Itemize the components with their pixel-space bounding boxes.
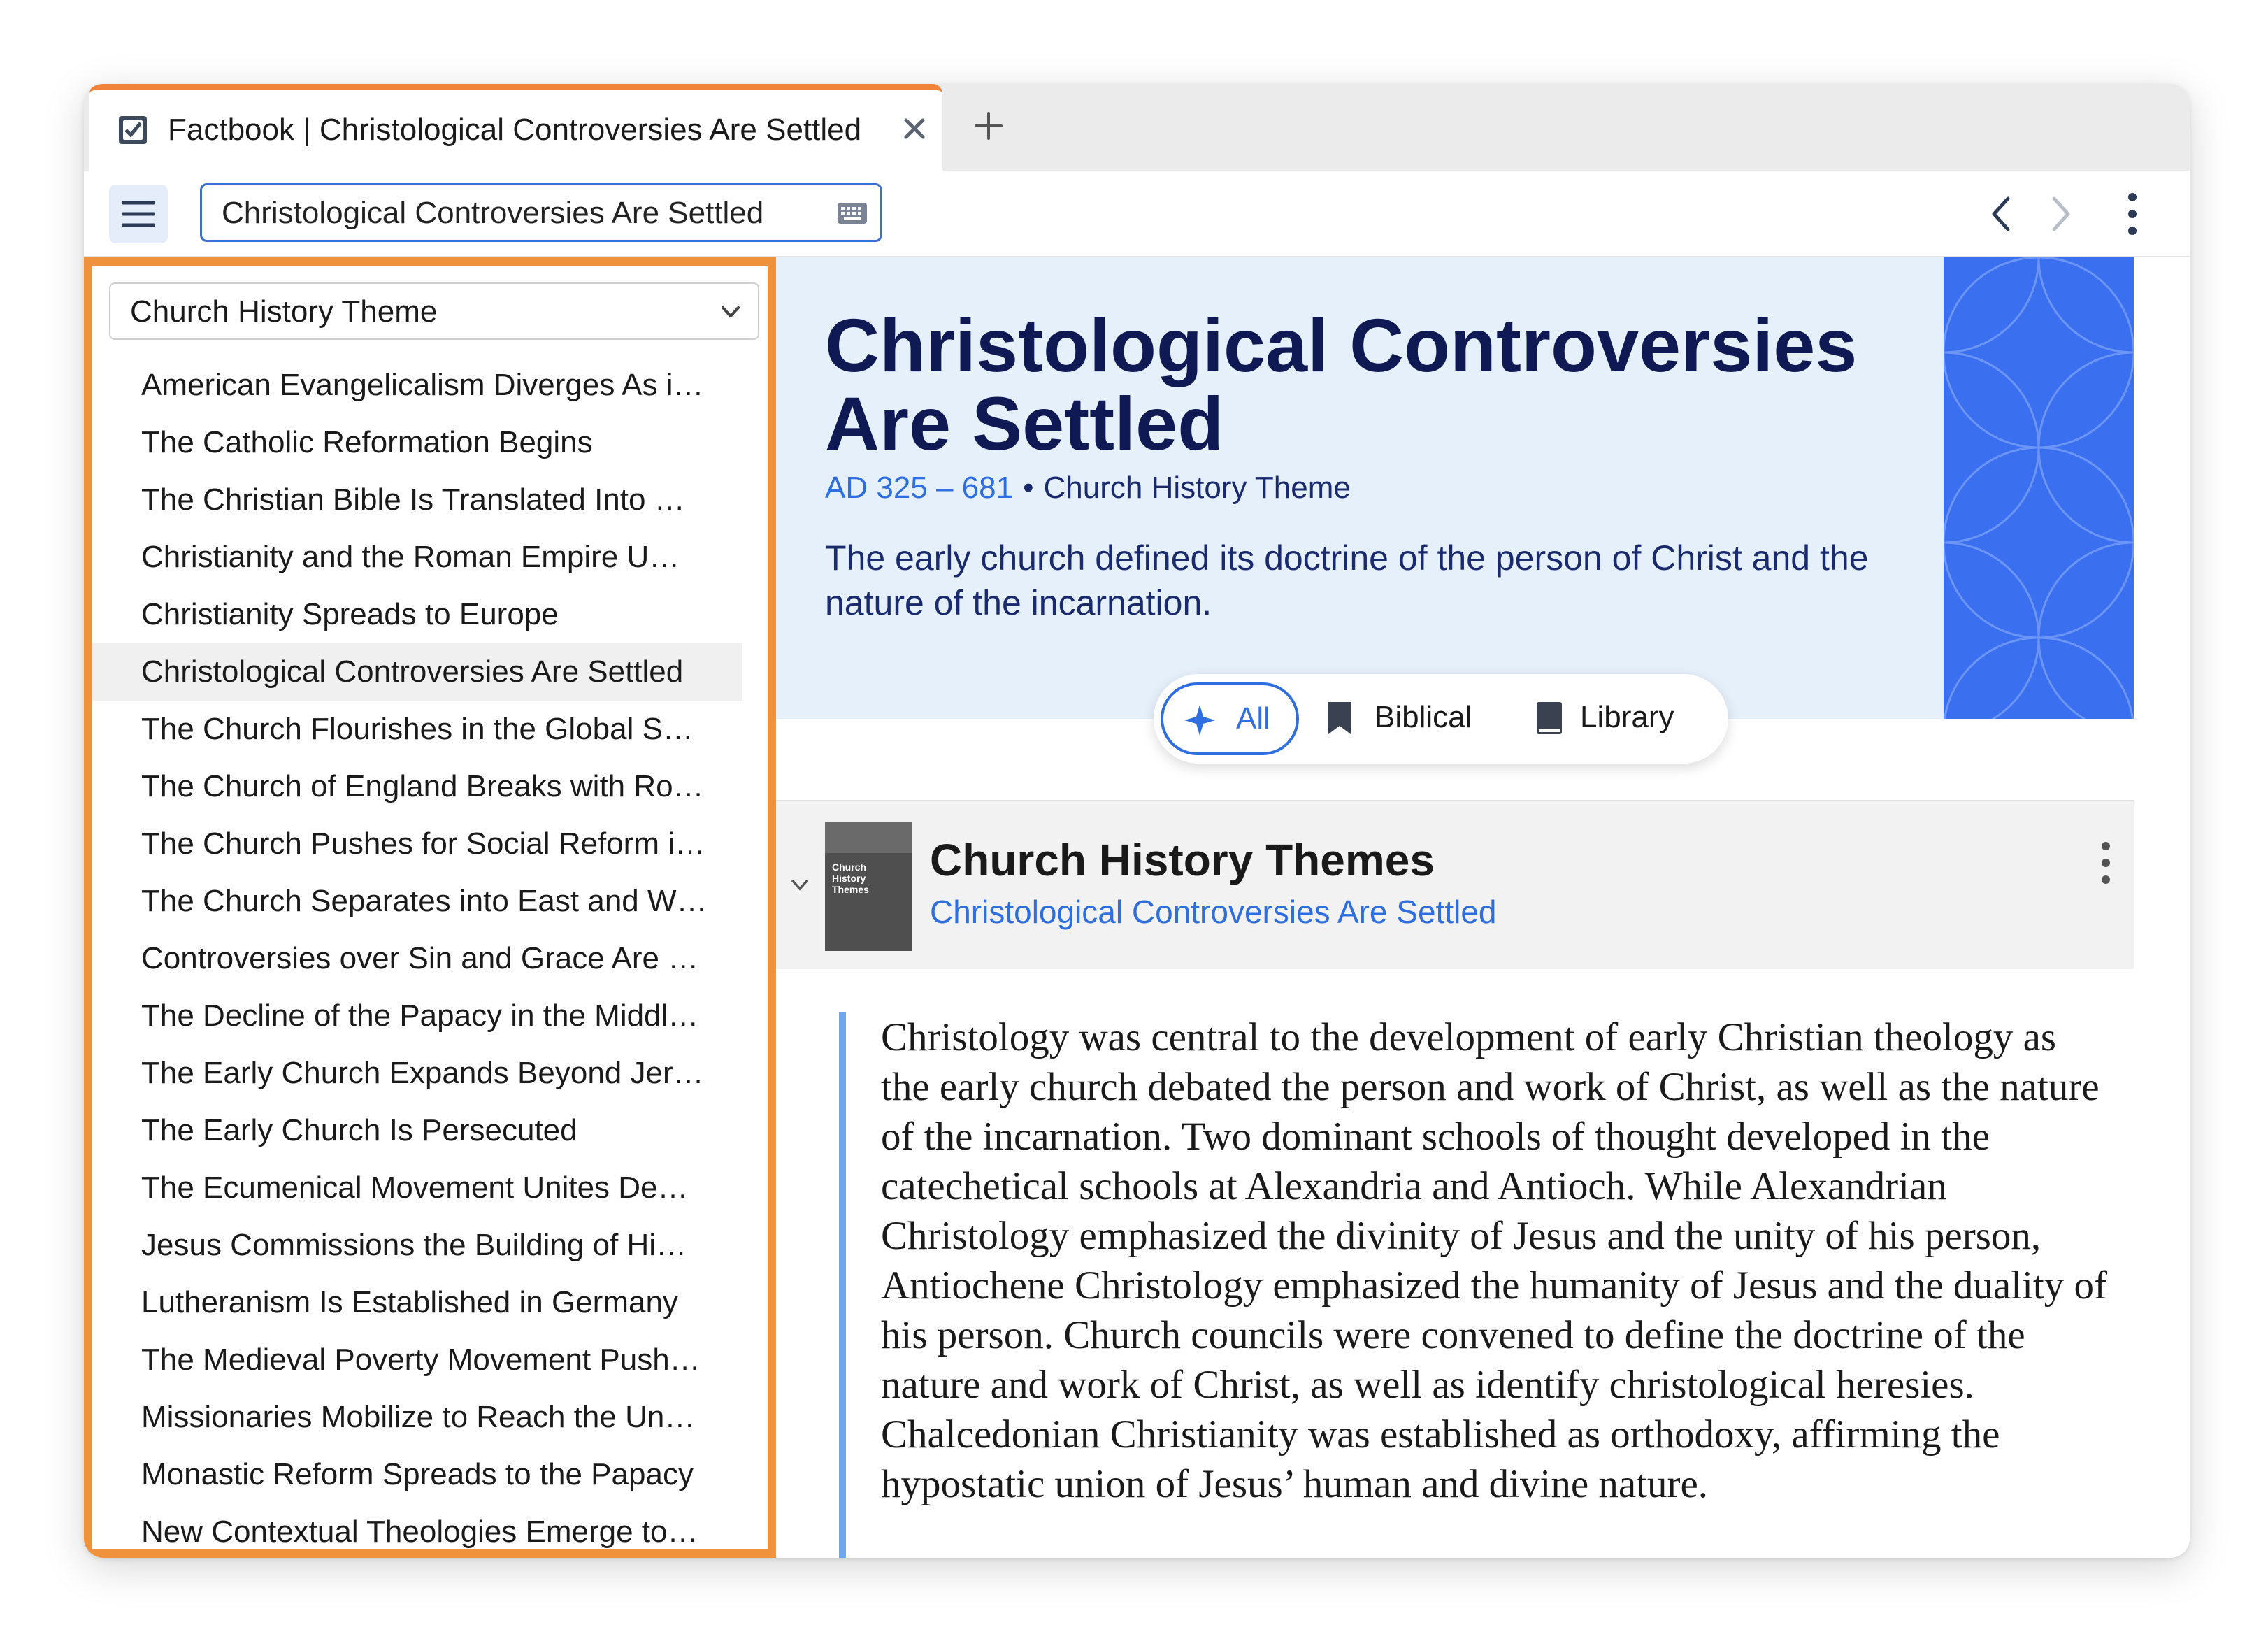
filter-biblical-button[interactable]: Biblical bbox=[1375, 700, 1472, 734]
list-item[interactable]: The Church Flourishes in the Global S… bbox=[141, 712, 694, 746]
filter-all-label: All bbox=[1236, 701, 1270, 736]
main-content bbox=[776, 257, 2190, 1558]
close-icon[interactable] bbox=[900, 115, 928, 143]
list-item[interactable]: The Medieval Poverty Movement Push… bbox=[141, 1343, 701, 1377]
list-item-selected[interactable]: Christological Controversies Are Settled bbox=[92, 643, 742, 701]
hamburger-icon bbox=[122, 199, 155, 229]
theme-select-value: Church History Theme bbox=[130, 294, 438, 329]
page-description: The early church defined its doctrine of the person of Christ and the nature of the incarnation. bbox=[825, 538, 1869, 622]
list-item[interactable]: American Evangelicalism Diverges As i… bbox=[141, 368, 704, 402]
separator: • bbox=[1023, 471, 1034, 505]
resource-header bbox=[776, 800, 2134, 969]
list-item[interactable]: Controversies over Sin and Grace Are … bbox=[141, 941, 699, 975]
back-icon[interactable] bbox=[1986, 194, 2016, 234]
book-cover[interactable] bbox=[825, 822, 912, 951]
filter-library-button[interactable]: Library bbox=[1580, 700, 1674, 734]
theme-link[interactable]: Church History Theme bbox=[1043, 471, 1351, 505]
book-icon bbox=[1535, 701, 1563, 736]
tab-strip bbox=[84, 84, 2190, 171]
article-text: Christology was central to the development of early Christian theology as the early church debated the person and work of Christ, as well as the nature of the incarnation. Two dominant schools of thought developed in the catechetical schools at Alexandria and Antioch. While Alexandrian Christology emphasized the divinity of Jesus and the unity of his person, Antiochene Christology emphasized the humanity of Jesus and the duality of his person. Church councils were convened to define the doctrine of the nature and work of Christ, as well as identify christological heresies. Chalcedonian Christianity was established as orthodoxy, affirming the hypostatic union of Jesus’ human and divine nature. bbox=[881, 1015, 2107, 1506]
resource-subtitle[interactable]: Christological Controversies Are Settled bbox=[930, 894, 1497, 930]
resource-title[interactable]: Church History Themes bbox=[930, 835, 1435, 885]
list-item[interactable]: The Decline of the Papacy in the Middl… bbox=[141, 999, 699, 1033]
list-item[interactable]: The Christian Bible Is Translated Into … bbox=[141, 482, 685, 517]
page-title: Christological Controversies Are Settled bbox=[825, 303, 1858, 466]
list-item[interactable]: The Catholic Reformation Begins bbox=[141, 425, 593, 459]
chevron-down-icon bbox=[720, 303, 741, 320]
menu-button[interactable] bbox=[109, 185, 168, 243]
filter-group bbox=[1154, 674, 1728, 764]
checkbox-icon bbox=[117, 115, 148, 145]
date-link[interactable]: AD 325 – 681 bbox=[825, 471, 1014, 505]
list-item[interactable]: The Early Church Expands Beyond Jer… bbox=[141, 1056, 704, 1090]
list-item[interactable]: New Contextual Theologies Emerge to… bbox=[141, 1515, 698, 1549]
sidebar bbox=[84, 257, 776, 1558]
list-item[interactable]: Christianity Spreads to Europe bbox=[141, 597, 559, 631]
more-vertical-icon[interactable] bbox=[2124, 192, 2141, 236]
cover-title: Church History Themes bbox=[832, 861, 869, 895]
chevron-down-icon[interactable] bbox=[790, 878, 810, 892]
keyboard-icon[interactable] bbox=[837, 202, 868, 224]
theme-list bbox=[92, 357, 742, 1558]
decorative-pattern bbox=[1944, 257, 2134, 719]
sparkle-icon bbox=[1183, 703, 1216, 737]
list-item[interactable]: Monastic Reform Spreads to the Papacy bbox=[141, 1457, 694, 1491]
article-body bbox=[839, 1012, 2107, 1558]
list-item[interactable]: The Ecumenical Movement Unites De… bbox=[141, 1171, 689, 1205]
tab-factbook[interactable] bbox=[89, 84, 942, 171]
address-input[interactable] bbox=[200, 183, 882, 242]
list-item[interactable]: The Early Church Is Persecuted bbox=[141, 1113, 577, 1147]
list-item[interactable]: The Church of England Breaks with Ro… bbox=[141, 769, 704, 803]
more-vertical-icon[interactable] bbox=[2097, 840, 2114, 885]
theme-select[interactable] bbox=[109, 282, 759, 340]
cover-band bbox=[825, 822, 912, 853]
address-value: Christological Controversies Are Settled bbox=[222, 196, 764, 230]
plus-icon[interactable] bbox=[972, 109, 1005, 143]
hero-meta bbox=[825, 467, 1351, 509]
list-item[interactable]: Lutheranism Is Established in Germany bbox=[141, 1285, 678, 1319]
app-window bbox=[84, 84, 2190, 1558]
tab-title: Factbook | Christological Controversies Are Settled bbox=[168, 113, 862, 147]
list-item[interactable]: The Church Separates into East and W… bbox=[141, 884, 708, 918]
hero-banner bbox=[776, 257, 1944, 719]
forward-icon[interactable] bbox=[2046, 194, 2076, 234]
filter-all-button[interactable] bbox=[1161, 682, 1299, 755]
list-item[interactable]: Missionaries Mobilize to Reach the Un… bbox=[141, 1400, 696, 1434]
list-item[interactable]: The Church Pushes for Social Reform i… bbox=[141, 826, 705, 861]
list-item[interactable]: Christianity and the Roman Empire U… bbox=[141, 540, 680, 574]
toolbar bbox=[84, 171, 2190, 257]
bookmark-icon bbox=[1327, 701, 1352, 736]
list-item[interactable]: Jesus Commissions the Building of Hi… bbox=[141, 1228, 687, 1262]
